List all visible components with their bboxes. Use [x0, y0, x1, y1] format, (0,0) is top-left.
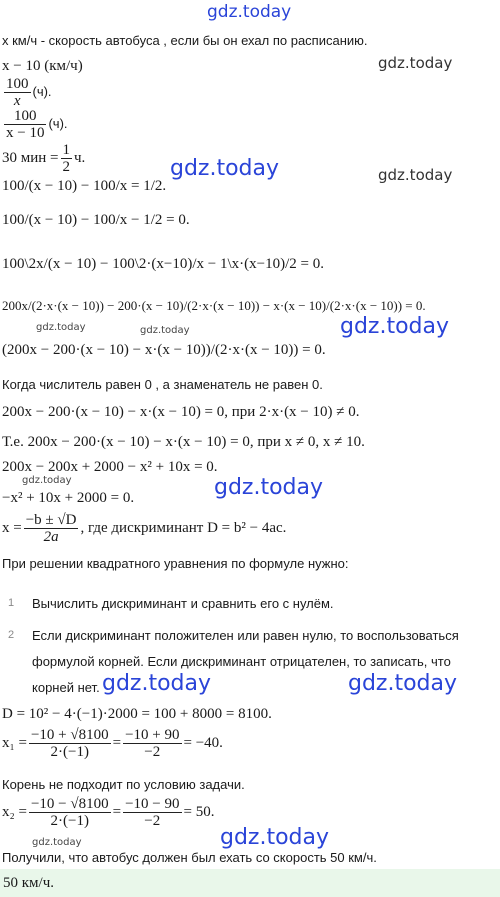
watermark-small: gdz.today: [22, 475, 72, 486]
line-15: −x² + 10x + 2000 = 0.: [2, 490, 135, 506]
line-9: 200x/(2·x·(x − 10)) − 200·(x − 10)/(2·x·(x − 10)) − x·(x − 10)/(2·x·(x − 10)) = 0.: [2, 298, 426, 313]
line-10: (200x − 200·(x − 10) − x·(x − 10))/(2·x·(x − 10)) = 0.: [2, 342, 326, 358]
line-8: 100\2x/(x − 10) − 100\2·(x−10)/x − 1\x·(x−10)/2 = 0.: [2, 256, 324, 272]
watermark: gdz.today: [340, 314, 450, 339]
line-1: x км/ч - скорость автобуса , если бы он ехал по расписанию.: [2, 33, 368, 48]
line-17: При решении квадратного уравнения по формуле нужно:: [2, 556, 349, 571]
list-item: Если дискриминант положителен или равен нулю, то воспользоваться: [32, 628, 459, 643]
line-4: $\frac{100}{x - 10}$ (ч).: [6, 108, 68, 141]
watermark: gdz.today: [220, 825, 330, 850]
line-14: 200x − 200x + 2000 − x² + 10x = 0.: [2, 459, 218, 475]
watermark: gdz.today: [348, 671, 458, 696]
line-5: 30 мин = $\frac{1}{2}$ ч.: [2, 142, 86, 175]
header-watermark: gdz.today: [207, 2, 292, 22]
list-item-number: 2: [8, 629, 15, 641]
line-2: x − 10 (км/ч): [2, 58, 83, 74]
watermark-small: gdz.today: [32, 837, 82, 848]
line-22: Получили, что автобус должен был ехать со скорость 50 км/ч.: [2, 850, 377, 865]
watermark-small: gdz.today: [140, 325, 190, 336]
answer-text: 50 км/ч.: [3, 875, 54, 891]
watermark: gdz.today: [214, 475, 324, 500]
list-item-number: 1: [8, 597, 15, 609]
line-21: x₂ = $\frac{-10 - √8100}{2\cdot(-1)}$ = $\frac{-10 - 90}{-2}$ = 50.: [2, 796, 215, 829]
line-20: Корень не подходит по условию задачи.: [2, 777, 245, 792]
watermark: gdz.today: [378, 166, 453, 184]
list-item: корней нет.: [32, 680, 100, 695]
answer-box: [0, 869, 500, 897]
line-6: 100/(x − 10) − 100/x = 1/2.: [2, 178, 167, 194]
line-18: D = 10² − 4·(−1)·2000 = 100 + 8000 = 8100.: [2, 706, 272, 722]
line-16: x = $\frac{-b \pm √D}{2a}$ , где дискриминант D = b² − 4ac.: [2, 512, 287, 545]
line-11: Когда числитель равен 0 , а знаменатель не равен 0.: [2, 377, 323, 392]
line-19: x₁ = $\frac{-10 + √8100}{2\cdot(-1)}$ = $\frac{-10 + 90}{-2}$ = −40.: [2, 727, 223, 760]
watermark: gdz.today: [102, 671, 212, 696]
line-13: Т.е. 200x − 200·(x − 10) − x·(x − 10) = 0, при x ≠ 0, x ≠ 10.: [2, 434, 365, 450]
line-3: $\frac{100}{x}$ (ч).: [6, 76, 52, 109]
watermark-small: gdz.today: [36, 322, 86, 333]
list-item: формулой корней. Если дискриминант отрицателен, то записать, что: [32, 654, 451, 669]
watermark: gdz.today: [170, 156, 280, 181]
list-item: Вычислить дискриминант и сравнить его с нулём.: [32, 596, 334, 611]
line-12: 200x − 200·(x − 10) − x·(x − 10) = 0, при 2·x·(x − 10) ≠ 0.: [2, 404, 360, 420]
line-7: 100/(x − 10) − 100/x − 1/2 = 0.: [2, 212, 190, 228]
watermark: gdz.today: [378, 54, 453, 72]
